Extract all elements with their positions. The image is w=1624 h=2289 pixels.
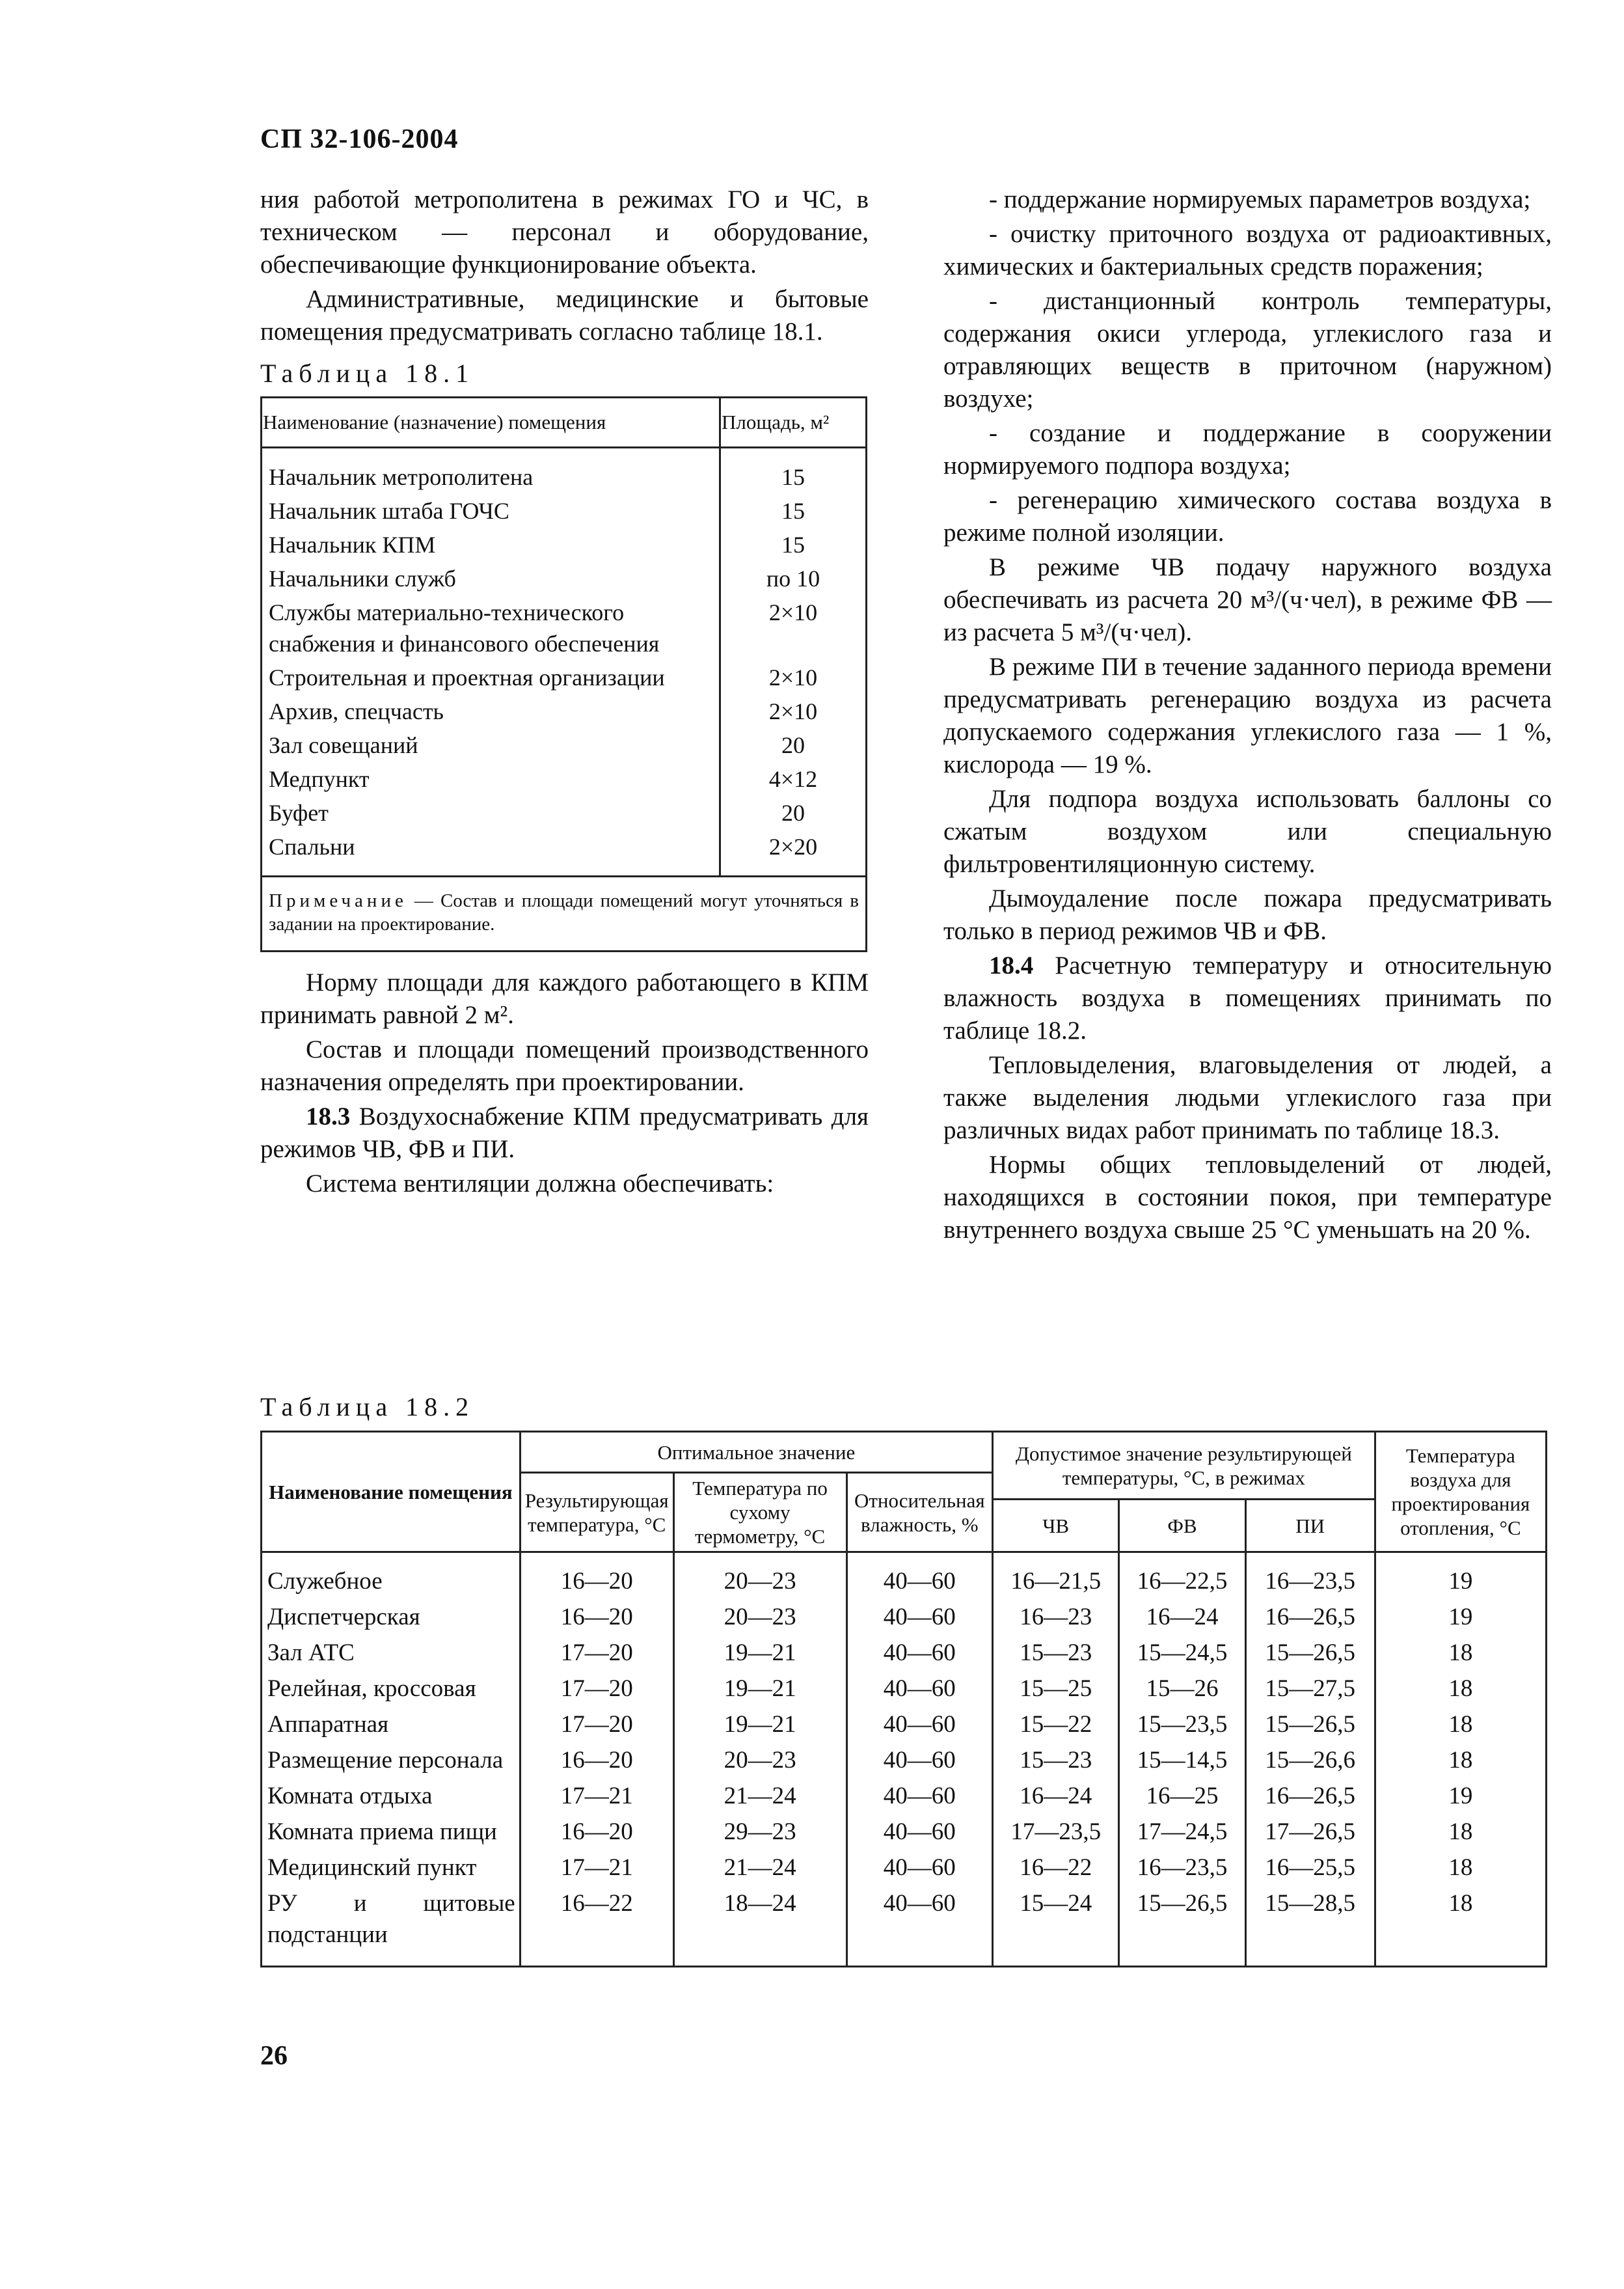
note-text: — Состав и площади помещений могут уточняться в задании на проектирование. xyxy=(269,890,859,935)
paragraph: В режиме ПИ в течение заданного периода времени предусматривать регенерацию воздуха из расчета допускаемого содержания углекислого газа — 1 %, кислорода — 19 %. xyxy=(943,653,1552,778)
paragraph: В режиме ЧВ подачу наружного воздуха обеспечивать из расчета 20 м³/(ч·чел), в режиме ФВ — из расчета 5 м³/(ч·чел). xyxy=(943,553,1552,646)
room-name-cell: Спальни xyxy=(269,834,355,860)
paragraph xyxy=(943,950,1552,1047)
room-name-cell: Начальник КПМ xyxy=(269,532,436,558)
table-row xyxy=(262,1636,1547,1672)
table-header: Площадь, м² xyxy=(720,398,867,448)
section-text: Расчетную температуру и относительную влажность воздуха в помещениях принимать по таблице 18.2. xyxy=(943,952,1552,1045)
area-cell: 2×10 xyxy=(720,661,867,694)
heating-temp-cell: 18 xyxy=(1375,1744,1546,1779)
table-row xyxy=(262,1815,1547,1851)
room-name-cell: Зал совещаний xyxy=(269,732,418,758)
humidity-cell: 40—60 xyxy=(846,1815,993,1851)
result-temp-cell: 17—21 xyxy=(520,1851,673,1887)
pi-cell: 15—26,5 xyxy=(1245,1708,1375,1744)
chv-cell: 17—23,5 xyxy=(993,1815,1119,1851)
table-row xyxy=(262,1887,1547,1954)
humidity-cell: 40—60 xyxy=(846,1600,993,1636)
table-row xyxy=(262,1744,1547,1779)
col-header-mode-pi: ПИ xyxy=(1245,1500,1375,1552)
area-cell: 20 xyxy=(720,728,867,762)
col-header-allowed: Допустимое значение результирующей температуры, °С, в режимах xyxy=(993,1432,1375,1500)
chv-cell: 16—23 xyxy=(993,1600,1119,1636)
room-name-cell: Службы материально-технического снабжения и финансового обеспечения xyxy=(269,599,660,657)
col-header-dry-temp: Температура по сухому термометру, °С xyxy=(673,1473,846,1552)
room-name-cell: Начальники служб xyxy=(269,566,456,592)
humidity-cell: 40—60 xyxy=(846,1744,993,1779)
dry-temp-cell: 21—24 xyxy=(673,1779,846,1815)
humidity-cell: 40—60 xyxy=(846,1851,993,1887)
paragraph: Для подпора воздуха использовать баллоны со сжатым воздухом или специальную фильтровентиляционную систему. xyxy=(943,785,1552,878)
pi-cell: 16—26,5 xyxy=(1245,1600,1375,1636)
table-18-2-caption: Таблица 18.2 xyxy=(260,1392,475,1421)
page-number: 26 xyxy=(260,2041,288,2071)
pi-cell: 16—25,5 xyxy=(1245,1851,1375,1887)
fv-cell: 15—14,5 xyxy=(1119,1744,1245,1779)
left-column xyxy=(260,184,869,1202)
section-text: Воздухоснабжение КПМ предусматривать для режимов ЧВ, ФВ и ПИ. xyxy=(260,1103,869,1163)
list-item: - поддержание нормируемых параметров воздуха; xyxy=(989,185,1531,213)
table-row xyxy=(262,728,867,762)
table-row xyxy=(262,762,867,796)
heating-temp-cell: 18 xyxy=(1375,1636,1546,1672)
right-column xyxy=(943,184,1552,1248)
list-item: - дистанционный контроль температуры, содержания окиси углерода, углекислого газа и отравляющих веществ в приточном (наружном) воздухе; xyxy=(943,287,1552,413)
dry-temp-cell: 19—21 xyxy=(673,1636,846,1672)
table-row xyxy=(262,1779,1547,1815)
result-temp-cell: 16—20 xyxy=(520,1815,673,1851)
room-name-cell: РУ и щитовые подстанции xyxy=(262,1887,521,1954)
result-temp-cell: 17—20 xyxy=(520,1636,673,1672)
table-row xyxy=(262,1565,1547,1600)
room-name-cell: Комната отдыха xyxy=(262,1779,521,1815)
area-cell: 15 xyxy=(720,460,867,494)
dry-temp-cell: 19—21 xyxy=(673,1672,846,1708)
heating-temp-cell: 18 xyxy=(1375,1815,1546,1851)
table-row xyxy=(262,1708,1547,1744)
room-name-cell: Служебное xyxy=(262,1565,521,1600)
heating-temp-cell: 18 xyxy=(1375,1672,1546,1708)
pi-cell: 15—26,5 xyxy=(1245,1636,1375,1672)
heating-temp-cell: 19 xyxy=(1375,1600,1546,1636)
table-18-1-caption: Таблица 18.1 xyxy=(260,359,475,388)
paragraph: Нормы общих тепловыделений от людей, находящихся в состоянии покоя, при температуре внутреннего воздуха свыше 25 °С уменьшать на 20 %. xyxy=(943,1151,1552,1244)
col-header-mode-chv: ЧВ xyxy=(993,1500,1119,1552)
fv-cell: 16—23,5 xyxy=(1119,1851,1245,1887)
table-row xyxy=(262,694,867,728)
table-row xyxy=(262,596,867,661)
humidity-cell: 40—60 xyxy=(846,1708,993,1744)
chv-cell: 16—24 xyxy=(993,1779,1119,1815)
area-cell: по 10 xyxy=(720,562,867,596)
fv-cell: 15—26 xyxy=(1119,1672,1245,1708)
result-temp-cell: 16—20 xyxy=(520,1565,673,1600)
humidity-cell: 40—60 xyxy=(846,1779,993,1815)
table-row xyxy=(262,661,867,694)
room-name-cell: Зал АТС xyxy=(262,1636,521,1672)
result-temp-cell: 16—20 xyxy=(520,1744,673,1779)
room-name-cell: Аппаратная xyxy=(262,1708,521,1744)
dry-temp-cell: 20—23 xyxy=(673,1744,846,1779)
area-cell: 20 xyxy=(720,796,867,830)
pi-cell: 15—26,6 xyxy=(1245,1744,1375,1779)
table-row xyxy=(262,1600,1547,1636)
dry-temp-cell: 29—23 xyxy=(673,1815,846,1851)
pi-cell: 16—23,5 xyxy=(1245,1565,1375,1600)
col-header-heating: Температура воздуха для проектирования отопления, °С xyxy=(1375,1432,1546,1552)
table-18-2 xyxy=(260,1431,1547,1967)
col-header-optimal: Оптимальное значение xyxy=(520,1432,992,1473)
area-cell: 2×20 xyxy=(720,830,867,864)
heating-temp-cell: 18 xyxy=(1375,1851,1546,1887)
room-name-cell: Медицинский пункт xyxy=(262,1851,521,1887)
result-temp-cell: 16—22 xyxy=(520,1887,673,1954)
humidity-cell: 40—60 xyxy=(846,1565,993,1600)
room-name-cell: Начальник штаба ГОЧС xyxy=(269,498,509,524)
dry-temp-cell: 20—23 xyxy=(673,1600,846,1636)
document-code: СП 32-106-2004 xyxy=(260,124,459,154)
paragraph: ния работой метрополитена в режимах ГО и ЧС, в техническом — персонал и оборудование, обеспечивающие функционирование объекта. xyxy=(260,185,869,279)
pi-cell: 17—26,5 xyxy=(1245,1815,1375,1851)
area-cell: 2×10 xyxy=(720,596,867,661)
fv-cell: 16—22,5 xyxy=(1119,1565,1245,1600)
paragraph: Норму площади для каждого работающего в КПМ принимать равной 2 м². xyxy=(260,968,869,1029)
table-row xyxy=(262,830,867,864)
chv-cell: 15—24 xyxy=(993,1887,1119,1954)
humidity-cell: 40—60 xyxy=(846,1887,993,1954)
table-row xyxy=(262,562,867,596)
table-18-1 xyxy=(260,396,867,952)
chv-cell: 16—21,5 xyxy=(993,1565,1119,1600)
result-temp-cell: 17—20 xyxy=(520,1708,673,1744)
heating-temp-cell: 19 xyxy=(1375,1779,1546,1815)
area-cell: 4×12 xyxy=(720,762,867,796)
paragraph: Состав и площади помещений производственного назначения определять при проектировании. xyxy=(260,1035,869,1096)
col-header-humidity: Относительная влажность, % xyxy=(846,1473,993,1552)
paragraph: Дымоудаление после пожара предусматривать только в период режимов ЧВ и ФВ. xyxy=(943,884,1552,945)
list-item: - очистку приточного воздуха от радиоактивных, химических и бактериальных средств поражения; xyxy=(943,220,1552,281)
paragraph: Система вентиляции должна обеспечивать: xyxy=(306,1170,774,1198)
dry-temp-cell: 18—24 xyxy=(673,1887,846,1954)
area-cell: 15 xyxy=(720,494,867,528)
table-header: Наименование (назначение) помещения xyxy=(262,398,720,448)
room-name-cell: Строительная и проектная организации xyxy=(269,665,665,691)
table-row xyxy=(262,528,867,562)
pi-cell: 15—28,5 xyxy=(1245,1887,1375,1954)
room-name-cell: Архив, спецчасть xyxy=(269,698,444,724)
section-number: 18.4 xyxy=(989,952,1034,980)
heating-temp-cell: 18 xyxy=(1375,1708,1546,1744)
col-header-mode-fv: ФВ xyxy=(1119,1500,1245,1552)
area-cell: 15 xyxy=(720,528,867,562)
paragraph: Тепловыделения, влаговыделения от людей, а также выделения людьми углекислого газа при различных видах работ принимать по таблице 18.3. xyxy=(943,1051,1552,1144)
table-row xyxy=(262,460,867,494)
fv-cell: 17—24,5 xyxy=(1119,1815,1245,1851)
pi-cell: 15—27,5 xyxy=(1245,1672,1375,1708)
result-temp-cell: 17—21 xyxy=(520,1779,673,1815)
table-note xyxy=(262,877,867,952)
area-cell: 2×10 xyxy=(720,694,867,728)
humidity-cell: 40—60 xyxy=(846,1636,993,1672)
fv-cell: 15—24,5 xyxy=(1119,1636,1245,1672)
note-label: Примечание xyxy=(269,890,407,911)
list-item: - создание и поддержание в сооружении нормируемого подпора воздуха; xyxy=(943,419,1552,480)
room-name-cell: Комната приема пищи xyxy=(262,1815,521,1851)
dry-temp-cell: 21—24 xyxy=(673,1851,846,1887)
table-row xyxy=(262,1672,1547,1708)
room-name-cell: Буфет xyxy=(269,800,329,826)
section-number: 18.3 xyxy=(306,1103,351,1131)
room-name-cell: Начальник метрополитена xyxy=(269,464,534,490)
humidity-cell: 40—60 xyxy=(846,1672,993,1708)
room-name-cell: Диспетчерская xyxy=(262,1600,521,1636)
chv-cell: 15—25 xyxy=(993,1672,1119,1708)
fv-cell: 16—25 xyxy=(1119,1779,1245,1815)
result-temp-cell: 17—20 xyxy=(520,1672,673,1708)
col-header-result-temp: Результирующая температура, °С xyxy=(520,1473,673,1552)
chv-cell: 15—22 xyxy=(993,1708,1119,1744)
fv-cell: 15—26,5 xyxy=(1119,1887,1245,1954)
list-item: - регенерацию химического состава воздуха в режиме полной изоляции. xyxy=(943,486,1552,547)
room-name-cell: Медпункт xyxy=(269,766,370,792)
paragraph: Административные, медицинские и бытовые помещения предусматривать согласно таблице 18.1. xyxy=(260,285,869,346)
heating-temp-cell: 18 xyxy=(1375,1887,1546,1954)
heating-temp-cell: 19 xyxy=(1375,1565,1546,1600)
chv-cell: 16—22 xyxy=(993,1851,1119,1887)
paragraph xyxy=(260,1101,869,1166)
result-temp-cell: 16—20 xyxy=(520,1600,673,1636)
table-row xyxy=(262,494,867,528)
chv-cell: 15—23 xyxy=(993,1744,1119,1779)
room-name-cell: Релейная, кроссовая xyxy=(262,1672,521,1708)
fv-cell: 16—24 xyxy=(1119,1600,1245,1636)
col-header-name: Наименование помещения xyxy=(262,1432,521,1552)
table-row xyxy=(262,1851,1547,1887)
dry-temp-cell: 19—21 xyxy=(673,1708,846,1744)
table-row xyxy=(262,796,867,830)
pi-cell: 16—26,5 xyxy=(1245,1779,1375,1815)
dry-temp-cell: 20—23 xyxy=(673,1565,846,1600)
room-name-cell: Размещение персонала xyxy=(262,1744,521,1779)
fv-cell: 15—23,5 xyxy=(1119,1708,1245,1744)
chv-cell: 15—23 xyxy=(993,1636,1119,1672)
